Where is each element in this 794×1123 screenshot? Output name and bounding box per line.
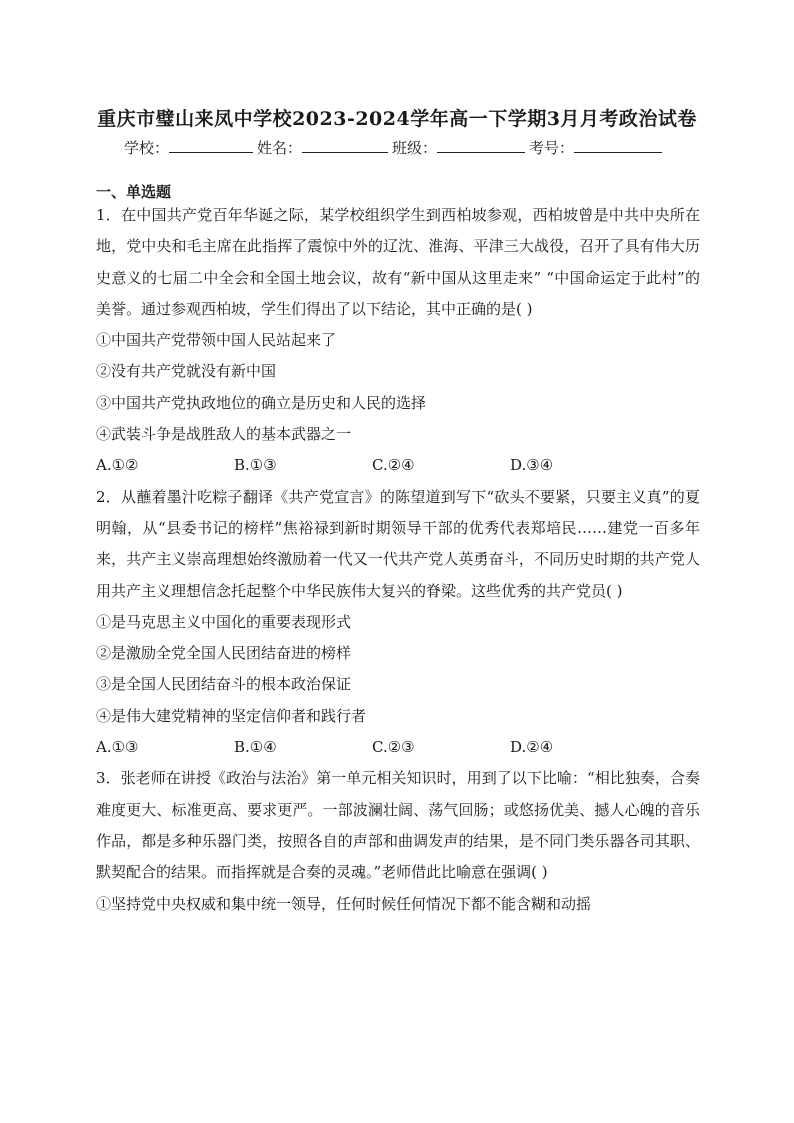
question-1-stem: 1．在中国共产党百年华诞之际，某学校组织学生到西柏坡参观，西柏坡曾是中共中央所在地，党中央和毛主席在此指挥了震惊中外的辽沈、淮海、平津三大战役，召开了具有伟大历史意义的七届二中全会和全国土地会议，故有“新中国从这里走来” “中国命运定于此村”的美誉。通过参观西柏坡，学生们得出了以下结论，其中正确的是( ) bbox=[96, 206, 700, 318]
question-1-item-2: ②没有共产党就没有新中国 bbox=[96, 362, 277, 381]
name-blank[interactable] bbox=[302, 138, 388, 153]
exam-number-label: 考号： bbox=[529, 139, 575, 157]
question-2-item-3: ③是全国人民团结奋斗的根本政治保证 bbox=[96, 675, 352, 694]
question-1-item-1: ①中国共产党带领中国人民站起来了 bbox=[96, 331, 337, 350]
question-2-stem: 2．从蘸着墨汁吃粽子翻译《共产党宣言》的陈望道到写下“砍头不要紧，只要主义真”的夏明翰，从“县委书记的榜样”焦裕禄到新时期领导干部的优秀代表郑培民……建党一百多年来，共产主义崇高理想始终激励着一代又一代共产党人英勇奋斗，不同历史时期的共产党人用共产主义理想信念托起整个中华民族伟大复兴的脊梁。这些优秀的共产党员( ) bbox=[96, 487, 700, 600]
question-1-option-b[interactable]: B.①③ bbox=[234, 456, 277, 475]
name-label: 姓名： bbox=[257, 139, 303, 157]
question-2-option-d[interactable]: D.②④ bbox=[510, 738, 554, 757]
question-2-option-b[interactable]: B.①④ bbox=[234, 738, 277, 757]
question-1-options bbox=[96, 450, 700, 481]
question-3-item-1: ①坚持党中央权威和集中统一领导，任何时候任何情况下都不能含糊和动摇 bbox=[96, 894, 592, 913]
question-1-option-d[interactable]: D.③④ bbox=[510, 456, 554, 475]
exam-number-blank[interactable] bbox=[574, 138, 662, 153]
question-1-item-4: ④武装斗争是战胜敌人的基本武器之一 bbox=[96, 425, 352, 444]
question-2-item-4: ④是伟大建党精神的坚定信仰者和践行者 bbox=[96, 706, 367, 725]
question-3-stem: 3．张老师在讲授《政治与法治》第一单元相关知识时，用到了以下比喻：“相比独奏，合奏难度更大、标准更高、要求更严。一部波澜壮阔、荡气回肠；或悠扬优美、撼人心魄的音乐作品，都是多种乐器门类，按照各自的声部和曲调发声的结果，是不同门类乐器各司其职、默契配合的结果。而指挥就是合奏的灵魂。”老师借此比喻意在强调( ) bbox=[96, 769, 700, 882]
question-1-option-c[interactable]: C.②④ bbox=[372, 456, 415, 475]
question-2-option-c[interactable]: C.②③ bbox=[372, 738, 415, 757]
question-1-item-3: ③中国共产党执政地位的确立是历史和人民的选择 bbox=[96, 393, 427, 412]
questions bbox=[96, 200, 700, 920]
student-info-line bbox=[124, 137, 666, 158]
exam-title: 重庆市璧山来凤中学校2023-2024学年高一下学期3月月考政治试卷 bbox=[97, 108, 697, 130]
class-label: 班级： bbox=[392, 139, 438, 157]
class-blank[interactable] bbox=[437, 138, 525, 153]
question-2-options bbox=[96, 732, 700, 763]
question-1-option-a[interactable]: A.①② bbox=[96, 456, 139, 475]
question-2-item-1: ①是马克思主义中国化的重要表现形式 bbox=[96, 612, 352, 631]
school-blank[interactable] bbox=[169, 138, 253, 153]
question-2-item-2: ②是激励全党全国人民团结奋进的榜样 bbox=[96, 644, 352, 663]
question-2-option-a[interactable]: A.①③ bbox=[96, 738, 139, 757]
section-title: 一、单选题 bbox=[96, 183, 172, 201]
school-label: 学校： bbox=[124, 139, 170, 157]
